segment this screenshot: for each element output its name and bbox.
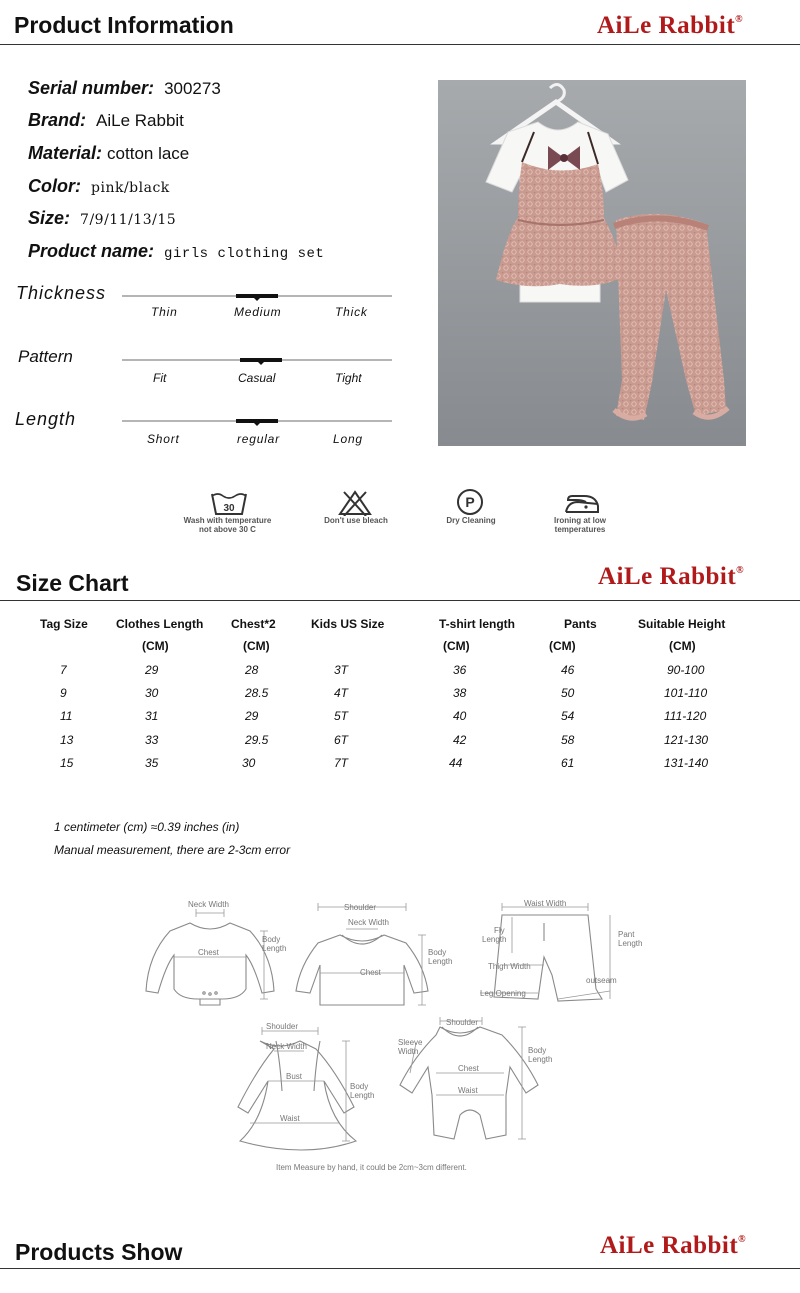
scale-pattern-marker <box>240 358 282 362</box>
table-header: Kids US Size <box>311 617 385 631</box>
table-header: Pants <box>564 617 597 631</box>
table-unit: (CM) <box>549 639 576 653</box>
info-product-name: Product name: girls clothing set <box>28 241 325 262</box>
scale-thickness-option: Thick <box>335 305 368 319</box>
table-cell: 33 <box>145 733 159 747</box>
diagram-label: Chest <box>360 968 381 977</box>
table-cell: 42 <box>453 733 467 747</box>
diagram-label: Waist Width <box>524 899 567 908</box>
table-unit: (CM) <box>443 639 470 653</box>
table-cell: 36 <box>453 663 467 677</box>
note-error: Manual measurement, there are 2-3cm error <box>54 843 291 857</box>
table-cell: 131-140 <box>664 756 709 770</box>
diagram-label: Length <box>428 957 453 966</box>
scale-thickness-marker <box>236 294 278 298</box>
section-title-size-chart: Size Chart <box>16 570 129 596</box>
diagram-label: Length <box>482 935 507 944</box>
diagram-label: Length <box>262 944 287 953</box>
info-material: Material: cotton lace <box>28 143 190 163</box>
diagram-label: Neck Width <box>188 900 229 909</box>
table-header: Suitable Height <box>638 617 726 631</box>
table-cell: 5T <box>334 709 349 723</box>
diagram-label: Body <box>262 935 281 944</box>
table-cell: 3T <box>334 663 349 677</box>
table-cell: 11 <box>60 709 73 723</box>
table-cell: 35 <box>145 756 159 770</box>
brand-logo: AiLe Rabbit® <box>600 1232 747 1259</box>
diagram-label: Chest <box>198 948 219 957</box>
table-cell: 6T <box>334 733 349 747</box>
diagram-label: Chest <box>458 1064 479 1073</box>
measurement-diagram <box>140 895 660 1185</box>
scale-pattern-option: Tight <box>335 371 362 385</box>
table-cell: 61 <box>561 756 575 770</box>
table-cell: 30 <box>242 756 256 770</box>
diagram-label: Sleeve <box>398 1038 423 1047</box>
info-size: Size: 7/9/11/13/15 <box>28 208 177 228</box>
table-cell: 54 <box>561 709 575 723</box>
table-header: T-shirt length <box>439 617 515 631</box>
scale-pattern-label: Pattern <box>18 347 73 366</box>
product-photo <box>438 80 746 446</box>
info-color: Color: pink/black <box>28 176 170 196</box>
scale-pattern-option: Casual <box>238 371 276 385</box>
table-cell: 111-120 <box>664 709 707 723</box>
diagram-label: Body <box>428 948 447 957</box>
table-cell: 7 <box>60 663 67 677</box>
diagram-label: Waist <box>458 1086 478 1095</box>
table-cell: 29.5 <box>245 733 269 747</box>
table-cell: 7T <box>334 756 349 770</box>
table-cell: 29 <box>145 663 159 677</box>
table-cell: 50 <box>561 686 575 700</box>
diagram-label: Neck Width <box>266 1042 307 1051</box>
diagram-label: Length <box>618 939 643 948</box>
table-header: Tag Size <box>40 617 88 631</box>
care-label-wash: Wash with temperature not above 30 C <box>183 516 272 534</box>
brand-logo: AiLe Rabbit® <box>597 12 744 39</box>
brand-logo: AiLe Rabbit® <box>598 563 745 590</box>
scale-length-label: Length <box>15 409 77 429</box>
table-cell: 121-130 <box>664 733 709 747</box>
table-cell: 28 <box>245 663 259 677</box>
table-cell: 46 <box>561 663 575 677</box>
dry-clean-letter: P <box>465 494 475 510</box>
table-cell: 15 <box>60 756 74 770</box>
wash-30-icon <box>210 490 248 516</box>
scale-thickness-option: Thin <box>151 305 178 319</box>
table-cell: 58 <box>561 733 575 747</box>
table-cell: 44 <box>449 756 463 770</box>
scale-length-marker <box>236 419 278 423</box>
care-label-dry-clean: Dry Cleaning <box>446 516 496 525</box>
table-cell: 29 <box>245 709 259 723</box>
info-serial: Serial number: 300273 <box>28 78 221 98</box>
note-conversion: 1 centimeter (cm) ≈0.39 inches (in) <box>54 820 240 834</box>
table-unit: (CM) <box>669 639 696 653</box>
section-title-product-info: Product Information <box>14 12 234 38</box>
table-cell: 90-100 <box>667 663 705 677</box>
diagram-label: Pant <box>618 930 635 939</box>
divider <box>0 44 800 45</box>
table-unit: (CM) <box>243 639 270 653</box>
care-label-iron: Ironing at low temperatures <box>554 516 606 534</box>
scale-pattern-option: Fit <box>153 371 167 385</box>
table-header: Chest*2 <box>231 617 276 631</box>
table-cell: 101-110 <box>664 686 708 700</box>
diagram-label: Thigh Width <box>488 962 531 971</box>
table-cell: 13 <box>60 733 74 747</box>
scale-length-option: regular <box>237 432 280 446</box>
wash-temp-number: 30 <box>223 503 235 514</box>
diagram-label: Neck Width <box>348 918 389 927</box>
info-brand: Brand: AiLe Rabbit <box>28 110 184 130</box>
section-title-products-show: Products Show <box>15 1239 183 1265</box>
table-unit: (CM) <box>142 639 169 653</box>
divider <box>0 600 800 601</box>
diagram-label: Length <box>350 1091 375 1100</box>
diagram-label: Length <box>528 1055 553 1064</box>
diagram-label: Shoulder <box>266 1022 299 1031</box>
table-cell: 4T <box>334 686 349 700</box>
table-cell: 38 <box>453 686 467 700</box>
diagram-label: Body <box>528 1046 547 1055</box>
diagram-label: Fly <box>494 926 505 935</box>
no-bleach-icon <box>338 490 372 516</box>
table-cell: 31 <box>145 709 159 723</box>
care-label-bleach: Don't use bleach <box>324 516 388 525</box>
scale-length-option: Short <box>147 432 180 446</box>
scale-thickness-option: Medium <box>234 305 282 319</box>
diagram-label: Width <box>398 1047 419 1056</box>
table-cell: 30 <box>145 686 159 700</box>
dry-clean-icon <box>455 488 485 518</box>
diagram-label: Shoulder <box>344 903 377 912</box>
diagram-label: outseam <box>586 976 617 985</box>
table-cell: 28.5 <box>245 686 269 700</box>
diagram-label: Shoulder <box>446 1018 479 1027</box>
iron-low-icon <box>562 490 600 516</box>
diagram-label: Leg Opening <box>480 989 526 998</box>
diagram-label: Waist <box>280 1114 300 1123</box>
divider <box>0 1268 800 1269</box>
diagram-label: Bust <box>286 1072 303 1081</box>
table-cell: 9 <box>60 686 67 700</box>
table-cell: 40 <box>453 709 467 723</box>
scale-thickness-label: Thickness <box>16 283 107 303</box>
diagram-label: Body <box>350 1082 369 1091</box>
scale-length-option: Long <box>333 432 363 446</box>
diagram-caption: Item Measure by hand, it could be 2cm~3cm different. <box>276 1163 467 1172</box>
table-header: Clothes Length <box>116 617 204 631</box>
